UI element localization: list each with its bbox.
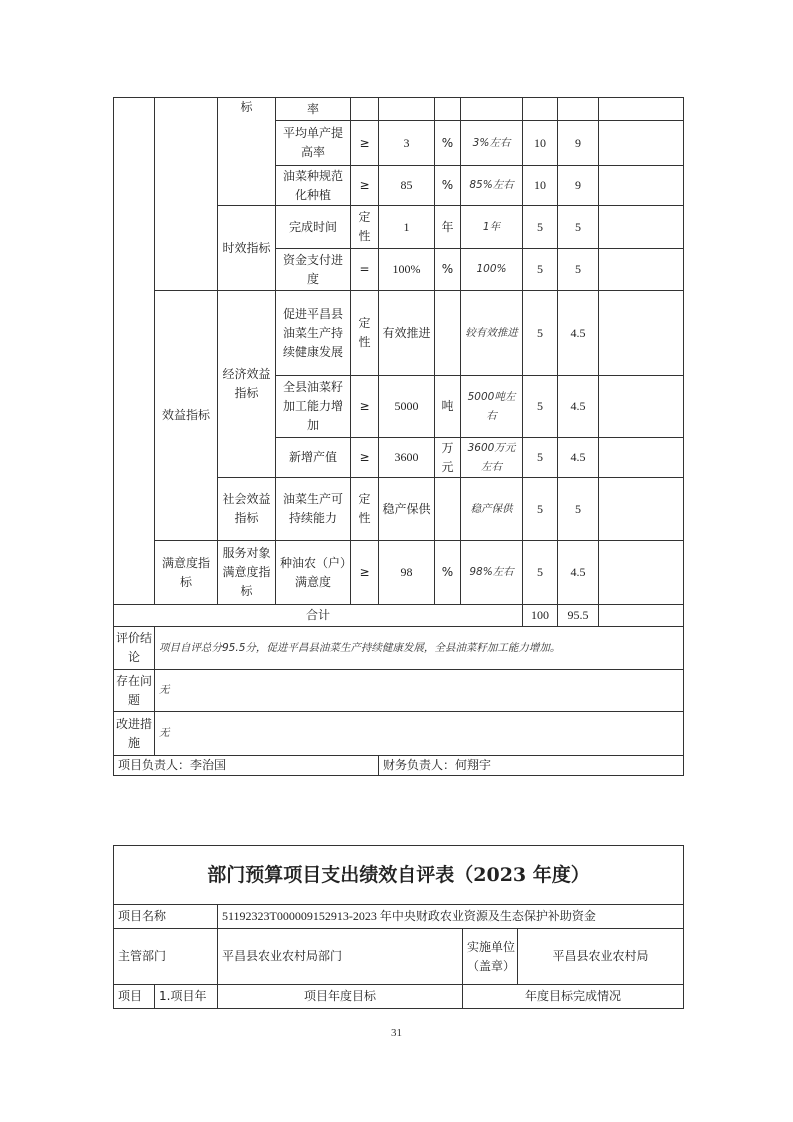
conclusion-text: 项目自评总分95.5分，促进平昌县油菜生产持续健康发展，全县油菜籽加工能力增加。 [155,627,684,670]
remark-cell [599,121,684,166]
actual-cell: 稳产保供 [461,478,523,541]
actual-cell: 5000吨左右 [461,376,523,438]
target-cell: 5000 [379,376,435,438]
weight-cell: 5 [523,478,558,541]
total-weight: 100 [523,605,558,627]
self-evaluation-table [113,845,684,1009]
problems-row [114,670,684,712]
indicator-cell: 平均单产提高率 [276,121,351,166]
total-score: 95.5 [558,605,599,627]
title-row [114,846,684,905]
indicator-cell: 种油农（户）满意度 [276,541,351,605]
total-row [114,605,684,627]
target-cell: 有效推进 [379,291,435,376]
score-cell: 9 [558,166,599,206]
signature-row [114,756,684,776]
remark-cell [599,249,684,291]
target-cell: 85 [379,166,435,206]
weight-cell: 10 [523,166,558,206]
actual-cell: 100% [461,249,523,291]
table-row [114,985,684,1009]
actual-cell: 85%左右 [461,166,523,206]
conclusion-label: 评价结论 [114,627,155,670]
operator-cell: 定性 [351,206,379,249]
level2-cell: 服务对象满意度指标 [218,541,276,605]
unit-cell [435,478,461,541]
table-title: 部门预算项目支出绩效自评表（2023 年度） [114,846,684,905]
remark-cell [599,376,684,438]
remark-cell [599,478,684,541]
unit-cell [435,291,461,376]
actual-cell: 3600万元左右 [461,438,523,478]
indicator-cell: 资金支付进度 [276,249,351,291]
target-cell: 3600 [379,438,435,478]
level2-cell: 社会效益指标 [218,478,276,541]
target-cell: 1 [379,206,435,249]
target-cell: 98 [379,541,435,605]
table-row [114,541,684,605]
level1-cell: 满意度指标 [155,541,218,605]
indicator-cell: 促进平昌县油菜生产持续健康发展 [276,291,351,376]
weight-cell: 5 [523,541,558,605]
finance-lead: 财务负责人：何翔宇 [379,756,684,776]
measures-label: 改进措施 [114,712,155,756]
impl-label: 实施单位（盖章） [463,929,518,985]
remark-cell [599,206,684,249]
weight-cell: 5 [523,438,558,478]
unit-cell: % [435,249,461,291]
total-label: 合计 [114,605,523,627]
table-row [114,98,684,121]
score-cell: 4.5 [558,438,599,478]
dept-value: 平昌县农业农村局部门 [218,929,463,985]
performance-indicator-table [113,97,684,776]
weight-cell: 5 [523,206,558,249]
weight-cell: 5 [523,291,558,376]
problems-text: 无 [155,670,684,712]
level1-cell [155,98,218,291]
header-project: 项目 [114,985,155,1009]
unit-cell: % [435,166,461,206]
header-project-year: 1.项目年 [155,985,218,1009]
measures-row [114,712,684,756]
score-cell: 4.5 [558,376,599,438]
score-cell: 5 [558,206,599,249]
unit-cell: % [435,541,461,605]
operator-cell: ≥ [351,438,379,478]
indicator-cell: 率 [276,98,351,121]
actual-cell: 3%左右 [461,121,523,166]
remark-cell [599,291,684,376]
operator-cell: ≥ [351,166,379,206]
project-name-value: 51192323T000009152913-2023 年中央财政农业资源及生态保护补助资金 [218,905,684,929]
score-cell: 4.5 [558,291,599,376]
operator-cell: ≥ [351,121,379,166]
table-row [114,905,684,929]
project-lead: 项目负责人：李治国 [114,756,379,776]
level2-cell: 经济效益指标 [218,291,276,478]
problems-label: 存在问题 [114,670,155,712]
actual-cell: 98%左右 [461,541,523,605]
operator-cell: 定性 [351,291,379,376]
level0-cell [114,98,155,605]
score-cell: 5 [558,478,599,541]
target-cell: 稳产保供 [379,478,435,541]
score-cell: 9 [558,121,599,166]
remark-cell [599,438,684,478]
project-name-label: 项目名称 [114,905,218,929]
level2-cell: 时效指标 [218,206,276,291]
dept-label: 主管部门 [114,929,218,985]
weight-cell: 5 [523,376,558,438]
indicator-cell: 油菜种规范化种植 [276,166,351,206]
weight-cell: 10 [523,121,558,166]
target-cell: 100% [379,249,435,291]
operator-cell: ≥ [351,541,379,605]
operator-cell: = [351,249,379,291]
header-completion: 年度目标完成情况 [463,985,684,1009]
actual-cell: 1年 [461,206,523,249]
weight-cell: 5 [523,249,558,291]
score-cell: 4.5 [558,541,599,605]
conclusion-row [114,627,684,670]
header-annual-goal: 项目年度目标 [218,985,463,1009]
target-cell: 3 [379,121,435,166]
unit-cell: % [435,121,461,166]
unit-cell: 万元 [435,438,461,478]
remark-cell [599,166,684,206]
measures-text: 无 [155,712,684,756]
operator-cell: 定性 [351,478,379,541]
indicator-cell: 完成时间 [276,206,351,249]
unit-cell: 年 [435,206,461,249]
unit-cell: 吨 [435,376,461,438]
table-row [114,291,684,376]
level1-cell: 效益指标 [155,291,218,541]
actual-cell: 较有效推进 [461,291,523,376]
remark-cell [599,541,684,605]
impl-value: 平昌县农业农村局 [518,929,684,985]
indicator-cell: 新增产值 [276,438,351,478]
indicator-cell: 全县油菜籽加工能力增加 [276,376,351,438]
page-number: 31 [391,1027,402,1039]
operator-cell: ≥ [351,376,379,438]
table-row [114,929,684,985]
indicator-cell: 油菜生产可持续能力 [276,478,351,541]
score-cell: 5 [558,249,599,291]
level2-cell: 标 [218,98,276,206]
